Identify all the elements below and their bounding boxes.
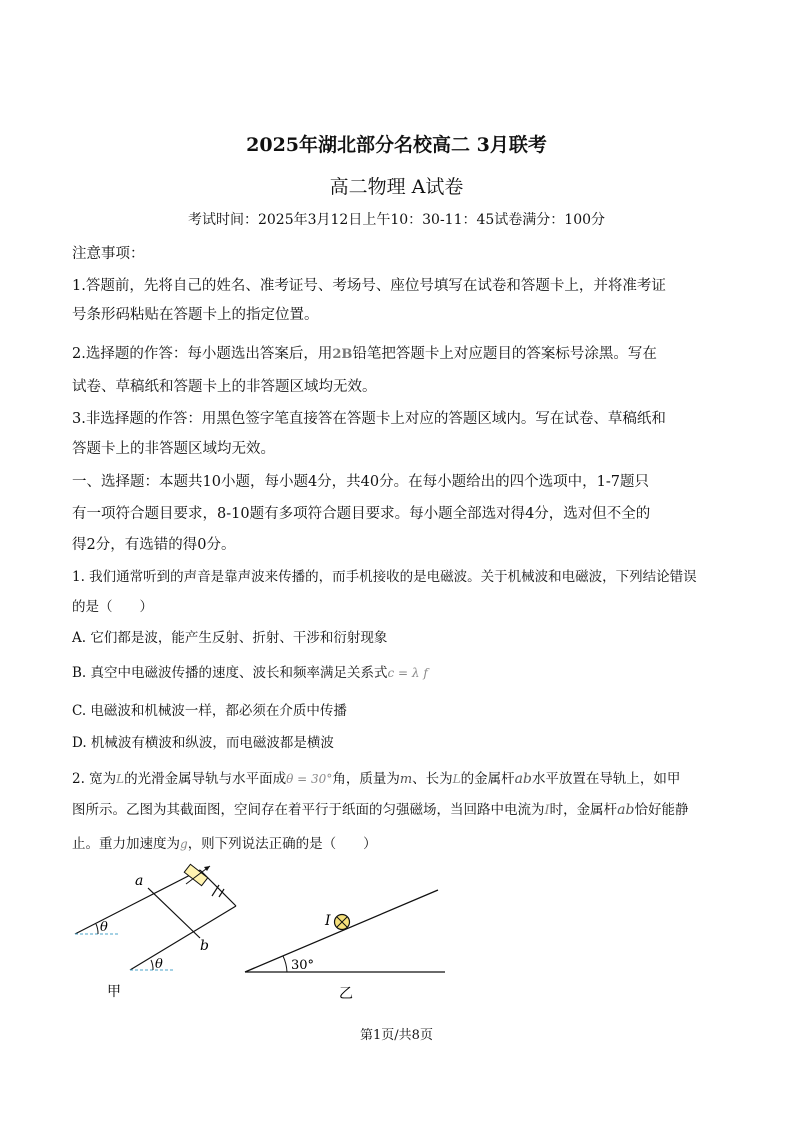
exam-subtitle: 高二物理 A试卷	[329, 176, 464, 198]
q2-stem-line-3	[72, 832, 377, 852]
q1-option-a: A. 它们都是波，能产生反射、折射、干涉和衍射现象	[72, 630, 388, 646]
pencil-2b: 2B	[332, 347, 353, 362]
q2-text: ，则下列说法正确的是（ ）	[187, 836, 377, 852]
wave-formula: c = λ f	[387, 666, 428, 680]
var-m: m	[399, 772, 413, 787]
notes-heading: 注意事项：	[72, 246, 145, 262]
note-3-line-2: 答题卡上的非答题区域均无效。	[72, 441, 275, 457]
figure-yi	[235, 880, 455, 1000]
angle-formula: θ = 30°	[286, 772, 333, 786]
caption-jia: 甲	[107, 984, 121, 1000]
label-b: b	[200, 938, 209, 954]
var-g: g	[180, 837, 188, 851]
q2-text: 恰好能静	[634, 802, 689, 818]
var-L: L	[116, 772, 125, 786]
current-label: I	[325, 913, 331, 929]
q2-stem-line-1	[72, 767, 680, 787]
var-L: L	[452, 772, 461, 786]
note-2-line-1	[72, 342, 657, 363]
q1-option-b	[72, 661, 428, 681]
var-I: I	[544, 803, 550, 818]
exam-time: 考试时间：2025年3月12日上午10：30-11：45试卷满分：100分	[187, 212, 606, 228]
theta-1: θ	[100, 920, 108, 935]
angle-label: 30°	[291, 958, 315, 973]
q2-stem-line-2	[72, 798, 688, 818]
note-1-line-2: 号条形码粘贴在答题卡上的指定位置。	[72, 307, 319, 323]
q1-option-c: C. 电磁波和机械波一样，都必须在介质中传播	[72, 703, 347, 719]
q1-option-b-text: B. 真空中电磁波传播的速度、波长和频率满足关系式	[72, 665, 388, 681]
q1-stem-line-2: 的是（ ）	[72, 599, 153, 615]
q2-text: 止。重力加速度为	[72, 836, 180, 852]
caption-yi: 乙	[339, 986, 353, 1000]
q2-text: 时，金属杆	[549, 802, 618, 818]
note-2-line-2: 试卷、草稿纸和答题卡上的非答题区域均无效。	[72, 379, 377, 395]
q1-option-d: D. 机械波有横波和纵波，而电磁波都是横波	[72, 735, 334, 751]
q1-stem-line-1: 1. 我们通常听到的声音是靠声波来传播的，而手机接收的是电磁波。关于机械波和电磁波，下列结论错误	[72, 569, 697, 585]
note-2-text-a: 2.选择题的作答：每小题选出答案后，用	[72, 346, 333, 362]
section1-line-3: 得2分，有选错的得0分。	[72, 537, 236, 553]
section1-line-1: 一、选择题：本题共10小题，每小题4分，共40分。在每小题给出的四个选项中，1-7题只	[72, 474, 649, 490]
current-into-page-icon	[335, 915, 350, 930]
q2-text: 2. 宽为	[72, 771, 117, 787]
theta-2: θ	[155, 957, 163, 972]
q2-text: 、长为	[412, 771, 453, 787]
section1-line-2: 有一项符合题目要求，8-10题有多项符合题目要求。每小题全部选对得4分，选对但不全的	[72, 506, 651, 522]
q2-text: 水平放置在导轨上，如甲	[531, 771, 681, 787]
exam-title: 2025年湖北部分名校高二 3月联考	[246, 134, 547, 156]
var-ab: ab	[617, 802, 635, 818]
q2-text: 角，质量为	[332, 771, 400, 787]
note-2-text-b: 铅笔把答题卡上对应题目的答案标号涂黑。写在	[352, 346, 657, 362]
battery-icon	[212, 885, 224, 897]
q2-text: 图所示。乙图为其截面图，空间存在着平行于纸面的匀强磁场，当回路中电流为	[72, 802, 545, 818]
var-ab: ab	[514, 771, 532, 787]
note-3-line-1: 3.非选择题的作答：用黑色签字笔直接答在答题卡上对应的答题区域内。写在试卷、草稿纸和	[72, 411, 666, 427]
q2-text: 的光滑金属导轨与水平面成	[124, 771, 287, 787]
q2-text: 的金属杆	[460, 771, 515, 787]
note-1-line-1: 1.答题前，先将自己的姓名、准考证号、考场号、座位号填写在试卷和答题卡上，并将准考证	[72, 278, 666, 294]
figure-jia	[60, 860, 260, 1000]
label-a: a	[135, 873, 144, 889]
rheostat-icon	[184, 864, 210, 885]
page-footer: 第1页/共8页	[360, 1028, 433, 1043]
